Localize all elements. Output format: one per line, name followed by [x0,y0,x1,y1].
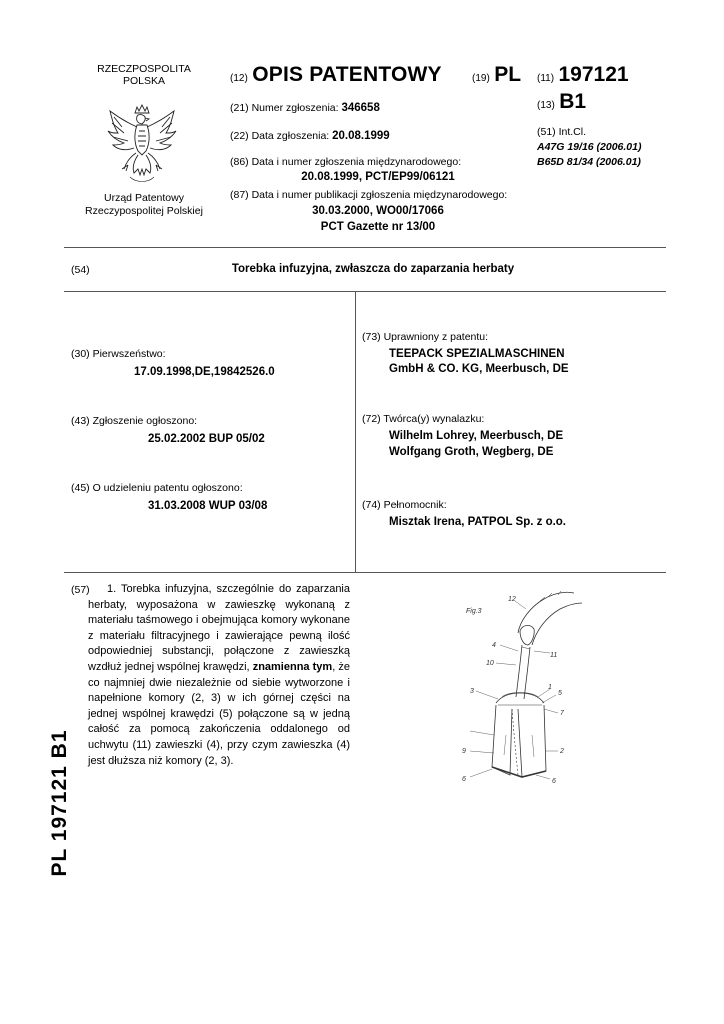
priority-value: 17.09.1998,DE,19842526.0 [134,366,275,378]
grant-label: (45) O udzieleniu patentu ogłoszono: [71,482,243,494]
patent-title: Torebka infuzyjna, zwłaszcza do zaparzania herbaty [231,263,515,275]
divider [64,572,666,573]
code-57: (57) [71,584,90,596]
abstract-text [88,582,350,769]
ref-label: 6 [462,776,466,783]
owner-line2: GmbH & CO. KG, Meerbusch, DE [389,363,569,375]
announcement-value: 25.02.2002 BUP 05/02 [148,433,265,445]
code-19: (19) [472,73,490,84]
code-54: (54) [71,264,90,276]
priority-label: (30) Pierwszeństwo: [71,348,166,360]
ref-label: 10 [486,660,494,667]
abstract-part1: 1. Torebka infuzyjna, szczególnie do zaparzania herbaty, wyposażona w zawieszkę wykonaną z materiału taśmowego i obejmująca komory wykonane z materiału filtracyjnego i zawierające pewną ilość odpowiedniej substancji, połączone z zawieszką wzdłuż jednej wspólnej krawędzi, [88,583,350,673]
finger-outline [532,603,582,645]
column-divider [355,291,356,572]
ref-label: 6 [552,778,556,785]
owner-label: (73) Uprawniony z patentu: [362,331,489,343]
divider [64,291,666,292]
intl-pub-value: 30.03.2000, WO00/17066 [312,205,444,217]
figure-caption: Fig.3 [466,608,482,615]
doc-type: OPIS PATENTOWY [252,63,442,86]
tag-string [524,647,530,699]
inventor-line1: Wilhelm Lohrey, Meerbusch, DE [389,430,564,442]
patent-number-block [537,63,629,87]
intl-pub-label: (87) Data i numer publikacji zgłoszenia międzynarodowego: [230,189,508,201]
pct-gazette: PCT Gazette nr 13/00 [320,221,436,233]
ref-label: 7 [560,710,564,717]
side-patent-label [12,728,108,878]
int-cl-label: (51) Int.Cl. [537,126,587,138]
ref-label: 9 [462,748,466,755]
filing-date [230,130,390,142]
owner-line1: TEEPACK SPEZIALMASCHINEN [389,348,565,360]
bag-chamber-right [518,705,546,777]
polish-eagle-emblem-icon [104,103,180,185]
country-line2: POLSKA [122,75,166,87]
ipc-class-1: A47G 19/16 (2006.01) [537,141,642,153]
country-name [70,63,218,87]
ref-label: 12 [508,596,516,603]
kind-code: B1 [559,90,587,113]
intl-filing-label: (86) Data i numer zgłoszenia międzynarodowego: [230,156,462,168]
ref-label: 2 [560,748,564,755]
office-line2: Rzeczypospolitej Polskiej [85,205,203,217]
attorney-label: (74) Pełnomocnik: [362,499,447,511]
abstract-part2: , że co najmniej dwie niezależnie od siebie wytworzone i napełnione komory (2, 3) w ich górnej części na jednej wspólnej krawędzi (5) połączone są w jedną całość za pomocą zakończenia oddalonego od uchwytu (11) zawieszki (4), przy czym zawieszka (4) jest dłuższa niż komory (2, 3). [88,660,351,767]
patent-number: 197121 [558,63,629,86]
ref-label: 3 [470,688,474,695]
country-code-block [472,63,521,87]
bag-chamber-left [492,705,512,775]
office-line1: Urząd Patentowy [104,192,184,204]
country-line1: RZECZPOSPOLITA [97,63,191,75]
ipc-class-2: B65D 81/34 (2006.01) [537,156,641,168]
divider [64,247,666,248]
patent-figure [440,585,590,785]
inventor-line2: Wolfgang Groth, Wegberg, DE [389,446,554,458]
ref-label: 5 [558,690,562,697]
intl-filing-value: 20.08.1999, PCT/EP99/06121 [301,171,455,183]
app-no-label: (21) Numer zgłoszenia: [230,102,339,114]
filing-label: (22) Data zgłoszenia: [230,130,330,142]
doc-type-block [230,63,442,87]
app-no-value: 346658 [341,102,380,114]
ref-label: 1 [548,684,552,691]
country-code: PL [494,63,522,86]
announcement-label: (43) Zgłoszenie ogłoszono: [71,415,198,427]
code-11: (11) [537,73,555,84]
code-12: (12) [230,73,248,84]
ref-label: 11 [550,652,558,659]
finger-outline [518,592,574,633]
code-13: (13) [537,100,555,111]
patent-office-name [70,192,218,218]
ref-label: 4 [492,642,496,649]
tag-string [516,645,522,697]
kind-code-block [537,90,586,114]
attorney-value: Misztak Irena, PATPOL Sp. z o.o. [389,516,567,528]
application-number [230,102,380,114]
inventor-label: (72) Twórca(y) wynalazku: [362,413,485,425]
fingernail [520,625,534,645]
bag-top [496,693,544,703]
abstract-emphasis: znamienna tym [252,660,333,673]
side-label-text: PL 197121 B1 [48,729,71,877]
filing-date-value: 20.08.1999 [332,130,390,142]
grant-value: 31.03.2008 WUP 03/08 [148,500,268,512]
